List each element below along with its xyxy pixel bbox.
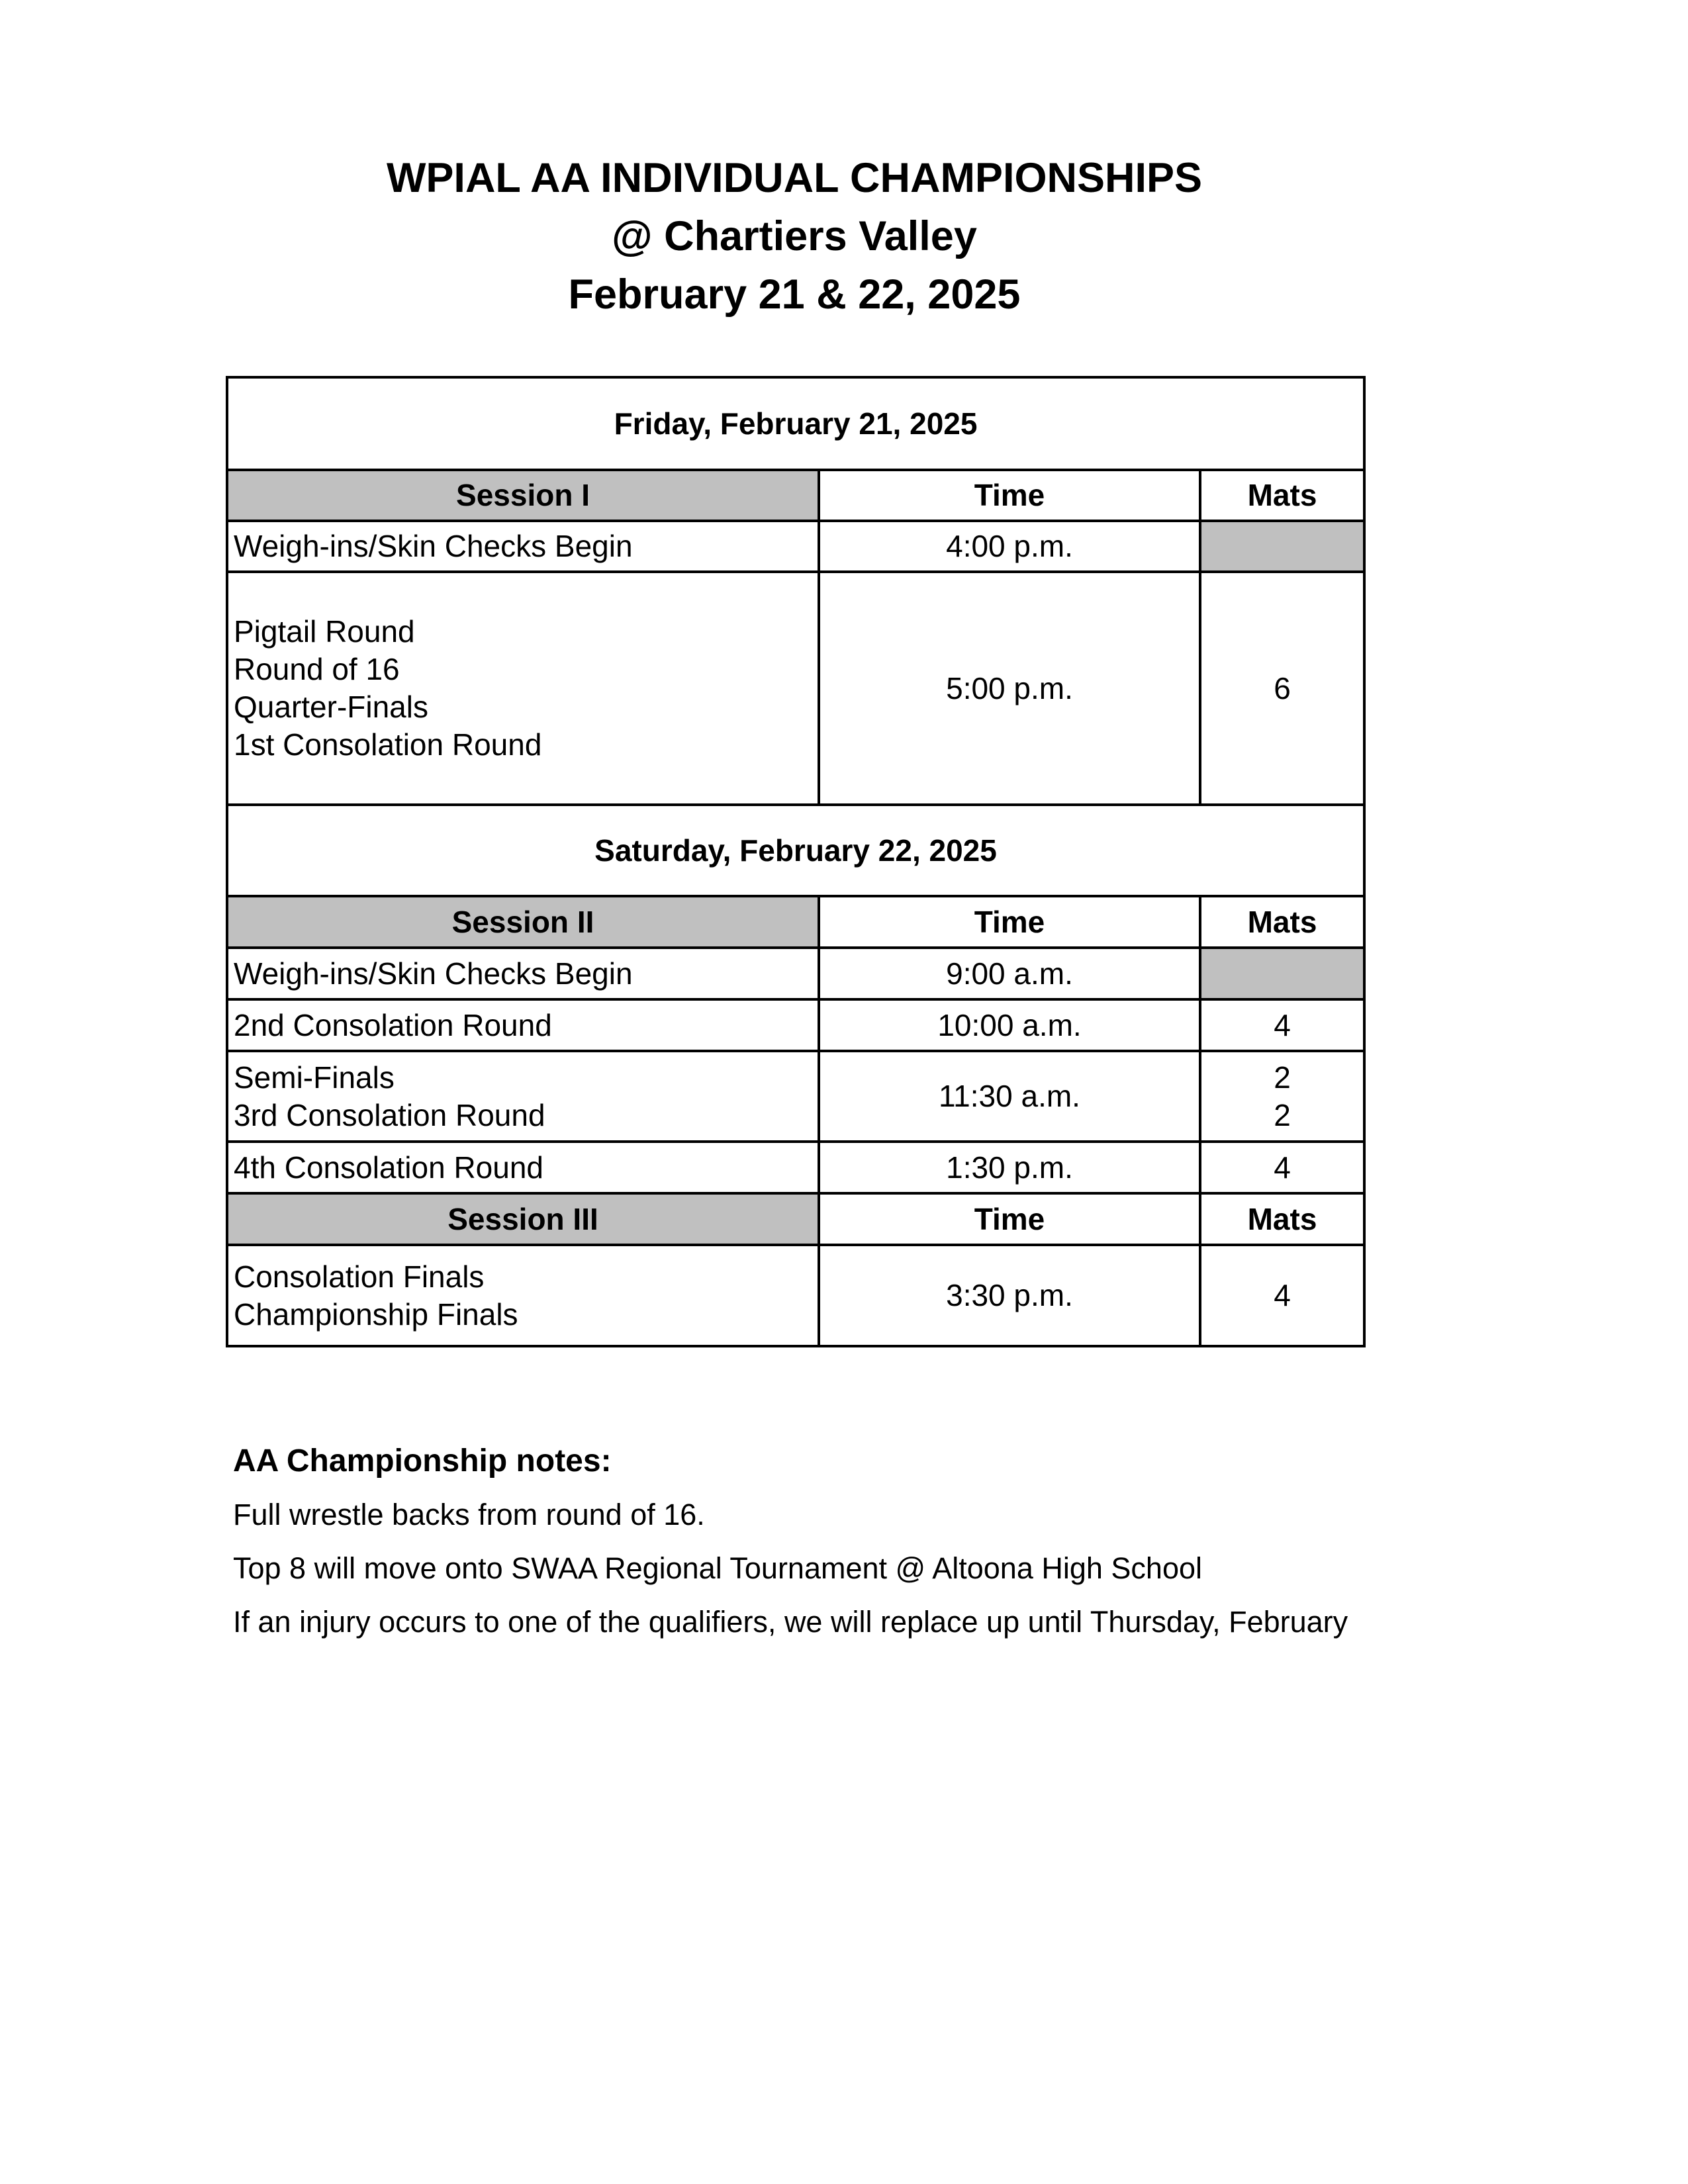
mats-value: 2 [1274, 1060, 1291, 1095]
time-cell: 11:30 a.m. [819, 1051, 1200, 1142]
document-title [225, 149, 1364, 324]
mats-cell-empty [1200, 521, 1364, 572]
session-2-time-header: Time [819, 896, 1200, 948]
session-3-mats-header: Mats [1200, 1193, 1364, 1245]
mats-value: 2 [1274, 1097, 1291, 1132]
event-name: 2nd Consolation Round [234, 1007, 552, 1042]
schedule-row [227, 1142, 1364, 1193]
event-name: Championship Finals [234, 1297, 518, 1332]
schedule-row [227, 999, 1364, 1051]
schedule-table [226, 376, 1366, 1347]
championship-notes [233, 1435, 1358, 1649]
event-name: Quarter-Finals [234, 690, 428, 724]
schedule-row [227, 948, 1364, 999]
session-2-mats-header: Mats [1200, 896, 1364, 948]
time-cell: 3:30 p.m. [819, 1245, 1200, 1346]
event-name: 3rd Consolation Round [234, 1097, 545, 1132]
note-line: Full wrestle backs from round of 16. [233, 1498, 705, 1531]
event-name: Semi-Finals [234, 1060, 395, 1095]
saturday-day-label: Saturday, February 22, 2025 [227, 805, 1364, 896]
session-1-label: Session I [227, 470, 819, 521]
event-cell [227, 999, 819, 1051]
friday-day-row [227, 377, 1364, 470]
event-name: Consolation Finals [234, 1259, 485, 1294]
time-cell: 9:00 a.m. [819, 948, 1200, 999]
session-2-label: Session II [227, 896, 819, 948]
schedule-row [227, 1051, 1364, 1142]
time-cell: 1:30 p.m. [819, 1142, 1200, 1193]
session-3-label: Session III [227, 1193, 819, 1245]
mats-cell: 4 [1200, 1142, 1364, 1193]
mats-cell-empty [1200, 948, 1364, 999]
event-name: Pigtail Round [234, 614, 415, 649]
mats-cell: 4 [1200, 1245, 1364, 1346]
schedule-row [227, 521, 1364, 572]
event-name: Weigh-ins/Skin Checks Begin [234, 956, 633, 991]
session-1-time-header: Time [819, 470, 1200, 521]
event-cell [227, 521, 819, 572]
event-cell [227, 948, 819, 999]
event-cell [227, 572, 819, 805]
session-3-header-row [227, 1193, 1364, 1245]
note-line: Top 8 will move onto SWAA Regional Tournament @ Altoona High School [233, 1551, 1202, 1585]
title-line-2: @ Chartiers Valley [612, 213, 977, 259]
schedule-row [227, 1245, 1364, 1346]
event-name: Weigh-ins/Skin Checks Begin [234, 529, 633, 563]
event-cell [227, 1051, 819, 1142]
notes-heading: AA Championship notes: [233, 1443, 612, 1479]
event-name: 4th Consolation Round [234, 1150, 543, 1185]
title-line-3: February 21 & 22, 2025 [568, 271, 1021, 318]
event-name: 1st Consolation Round [234, 727, 542, 762]
session-3-time-header: Time [819, 1193, 1200, 1245]
time-cell: 5:00 p.m. [819, 572, 1200, 805]
time-cell: 10:00 a.m. [819, 999, 1200, 1051]
event-name: Round of 16 [234, 652, 400, 686]
mats-cell [1200, 1051, 1364, 1142]
session-2-header-row [227, 896, 1364, 948]
time-cell: 4:00 p.m. [819, 521, 1200, 572]
saturday-day-row [227, 805, 1364, 896]
mats-cell: 6 [1200, 572, 1364, 805]
session-1-mats-header: Mats [1200, 470, 1364, 521]
schedule-row [227, 572, 1364, 805]
mats-cell: 4 [1200, 999, 1364, 1051]
event-cell [227, 1245, 819, 1346]
note-line: If an injury occurs to one of the qualifiers, we will replace up until Thursday, February [233, 1605, 1348, 1639]
title-line-1: WPIAL AA INDIVIDUAL CHAMPIONSHIPS [386, 155, 1203, 201]
session-1-header-row [227, 470, 1364, 521]
friday-day-label: Friday, February 21, 2025 [227, 377, 1364, 470]
event-cell [227, 1142, 819, 1193]
